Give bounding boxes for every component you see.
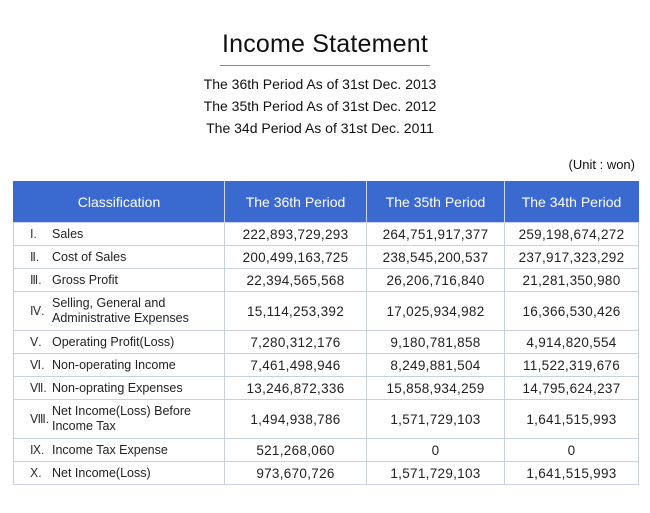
value-34th: 1,641,515,993 <box>505 462 639 485</box>
roman-numeral: Ⅸ. <box>30 442 45 457</box>
value-36th: 521,268,060 <box>225 439 367 462</box>
value-35th: 26,206,716,840 <box>367 269 505 292</box>
value-36th: 200,499,163,725 <box>225 246 367 269</box>
table-row <box>14 377 639 400</box>
value-36th: 22,394,565,568 <box>225 269 367 292</box>
value-34th: 16,366,530,426 <box>505 292 639 331</box>
period-line-34: The 34d Period As of 31st Dec. 2011 <box>206 120 434 136</box>
classification-cell <box>14 462 225 485</box>
roman-numeral: Ⅳ. <box>30 303 45 318</box>
classification-cell <box>14 246 225 269</box>
table-row <box>14 354 639 377</box>
header-classification: Classification <box>14 182 225 223</box>
value-35th: 8,249,881,504 <box>367 354 505 377</box>
header-35th-period: The 35th Period <box>367 182 505 223</box>
roman-numeral: Ⅱ. <box>30 249 40 264</box>
table-row <box>14 223 639 246</box>
value-34th: 259,198,674,272 <box>505 223 639 246</box>
value-35th: 264,751,917,377 <box>367 223 505 246</box>
row-label: Net Income(Loss) Before Income Tax <box>52 404 191 433</box>
classification-cell <box>14 331 225 354</box>
table-row <box>14 462 639 485</box>
row-label: Operating Profit(Loss) <box>52 334 175 349</box>
table-row <box>14 292 639 331</box>
page-title: Income Statement <box>220 30 430 66</box>
roman-numeral: Ⅹ. <box>30 465 42 480</box>
value-35th: 0 <box>367 439 505 462</box>
value-35th: 1,571,729,103 <box>367 462 505 485</box>
value-34th: 14,795,624,237 <box>505 377 639 400</box>
classification-cell <box>14 400 225 439</box>
table-row <box>14 439 639 462</box>
row-label: Gross Profit <box>52 272 118 287</box>
classification-cell <box>14 269 225 292</box>
period-list <box>0 73 640 139</box>
classification-cell <box>14 223 225 246</box>
table-row <box>14 269 639 292</box>
roman-numeral: Ⅲ. <box>30 272 42 287</box>
table-row <box>14 246 639 269</box>
row-label: Income Tax Expense <box>52 442 168 457</box>
value-36th: 13,246,872,336 <box>225 377 367 400</box>
value-34th: 4,914,820,554 <box>505 331 639 354</box>
row-label: Non-oprating Expenses <box>52 380 183 395</box>
row-label: Net Income(Loss) <box>52 465 151 480</box>
value-36th: 7,280,312,176 <box>225 331 367 354</box>
value-35th: 238,545,200,537 <box>367 246 505 269</box>
table-row <box>14 400 639 439</box>
value-35th: 17,025,934,982 <box>367 292 505 331</box>
row-label: Non-operating Income <box>52 357 176 372</box>
header-34th-period: The 34th Period <box>505 182 639 223</box>
income-statement-table <box>13 181 639 485</box>
value-36th: 7,461,498,946 <box>225 354 367 377</box>
roman-numeral: Ⅵ. <box>30 357 45 372</box>
value-36th: 15,114,253,392 <box>225 292 367 331</box>
value-34th: 11,522,319,676 <box>505 354 639 377</box>
value-34th: 237,917,323,292 <box>505 246 639 269</box>
classification-cell <box>14 292 225 331</box>
value-34th: 1,641,515,993 <box>505 400 639 439</box>
classification-cell <box>14 354 225 377</box>
value-36th: 973,670,726 <box>225 462 367 485</box>
classification-cell <box>14 439 225 462</box>
value-35th: 1,571,729,103 <box>367 400 505 439</box>
period-line-36: The 36th Period As of 31st Dec. 2013 <box>203 76 437 92</box>
row-label: Sales <box>52 226 84 241</box>
table-header-row <box>14 182 639 223</box>
title-area <box>0 30 650 66</box>
table-row <box>14 331 639 354</box>
header-36th-period: The 36th Period <box>225 182 367 223</box>
roman-numeral: Ⅶ. <box>30 380 47 395</box>
value-34th: 0 <box>505 439 639 462</box>
roman-numeral: Ⅷ. <box>30 411 50 426</box>
value-35th: 9,180,781,858 <box>367 331 505 354</box>
value-35th: 15,858,934,259 <box>367 377 505 400</box>
value-34th: 21,281,350,980 <box>505 269 639 292</box>
roman-numeral: Ⅰ. <box>30 226 37 241</box>
roman-numeral: Ⅴ. <box>30 334 42 349</box>
unit-label: (Unit : won) <box>568 157 635 172</box>
classification-cell <box>14 377 225 400</box>
value-36th: 222,893,729,293 <box>225 223 367 246</box>
period-line-35: The 35th Period As of 31st Dec. 2012 <box>203 98 437 114</box>
row-label: Cost of Sales <box>52 249 127 264</box>
value-36th: 1,494,938,786 <box>225 400 367 439</box>
row-label: Selling, General and Administrative Expenses <box>52 296 189 325</box>
